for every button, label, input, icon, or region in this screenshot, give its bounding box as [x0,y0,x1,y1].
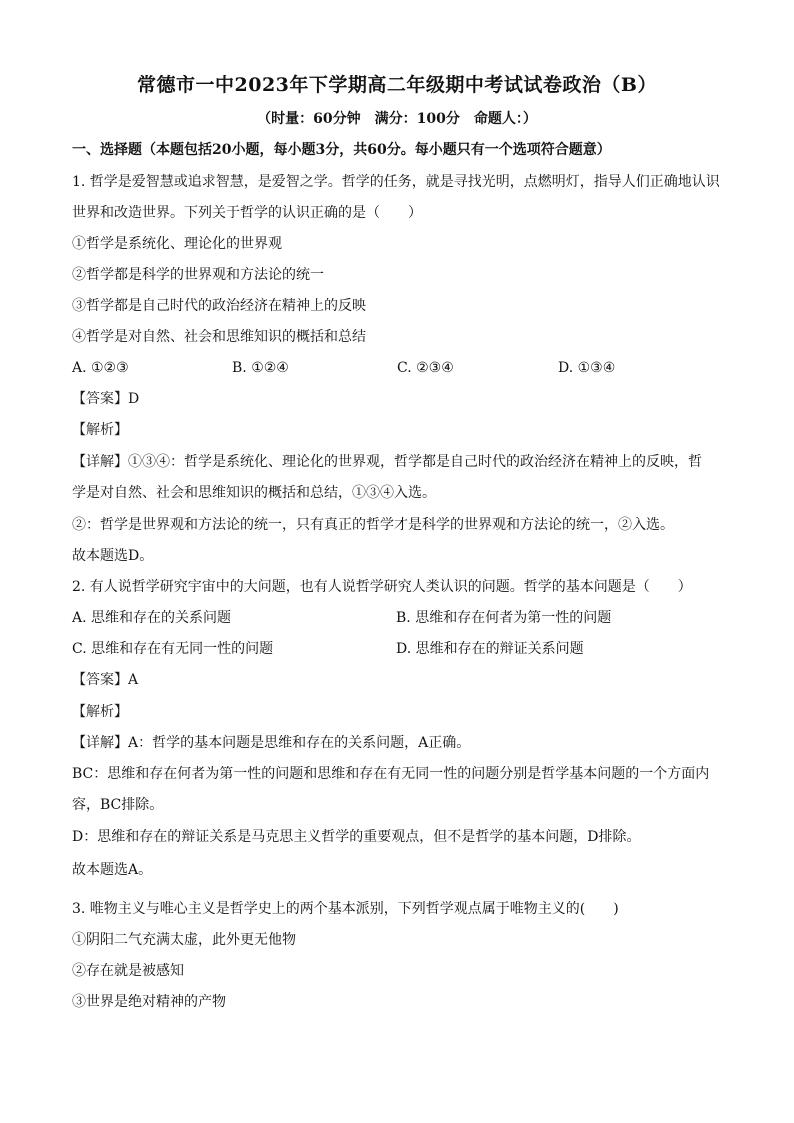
q3-stem: 3. 唯物主义与唯心主义是哲学史上的两个基本派别，下列哲学观点属于唯物主义的( ) [72,901,619,917]
exam-title: 常德市一中2023年下学期高二年级期中考试试卷政治（B） [137,74,657,96]
q2-options-row1 [72,608,722,628]
q2-detail-line1: 【详解】A：哲学的基本问题是思维和存在的关系问题，A正确。 [72,735,471,751]
exam-meta: （时量：60分钟 满分：100分 命题人：） [257,111,537,127]
q2-option-d: D. 思维和存在的辩证关系问题 [396,641,584,657]
q1-detail-line2: 学是对自然、社会和思维知识的概括和总结，①③④入选。 [72,485,436,501]
section-heading: 一、选择题（本题包括20小题，每小题3分，共60分。每小题只有一个选项符合题意） [72,142,611,158]
q2-stem: 2. 有人说哲学研究宇宙中的大问题，也有人说哲学研究人类认识的问题。哲学的基本问题是（ ） [72,579,692,595]
q1-detail-line1: 【详解】①③④：哲学是系统化、理论化的世界观，哲学都是自己时代的政治经济在精神上的反映，哲 [72,454,702,470]
q2-detail-line3: 容，BC排除。 [72,797,164,813]
q1-option-b: B. ①②④ [232,360,289,376]
q1-options [72,358,722,378]
q1-item-1: ①哲学是系统化、理论化的世界观 [72,236,282,252]
q2-detail-line4: D：思维和存在的辩证关系是马克思主义哲学的重要观点，但不是哲学的基本问题，D排除。 [72,829,641,845]
q1-stem-line1: 1. 哲学是爱智慧或追求智慧，是爱智之学。哲学的任务，就是寻找光明，点燃明灯，指导人们正确地认识 [72,174,720,190]
q1-conclusion: 故本题选D。 [72,548,154,564]
q2-detail-line2: BC：思维和存在何者为第一性的问题和思维和存在有无同一性的问题分别是哲学基本问题的一个方面内 [72,766,710,782]
q3-item-2: ②存在就是被感知 [72,963,184,979]
q1-item-3: ③哲学都是自己时代的政治经济在精神上的反映 [72,298,366,314]
q1-analysis-label: 【解析】 [72,422,128,438]
q1-option-d: D. ①③④ [558,360,616,376]
q2-answer: 【答案】A [72,672,139,688]
q1-item-2: ②哲学都是科学的世界观和方法论的统一 [72,267,324,283]
q1-detail-line3: ②：哲学是世界观和方法论的统一，只有真正的哲学才是科学的世界观和方法论的统一，②入选。 [72,517,674,533]
q1-item-4: ④哲学是对自然、社会和思维知识的概括和总结 [72,329,366,345]
q2-options-row2 [72,639,722,659]
q1-stem-line2: 世界和改造世界。下列关于哲学的认识正确的是（ ） [72,205,422,221]
q1-option-a: A. ①②③ [72,360,129,376]
q3-item-1: ①阴阳二气充满太虚，此外更无他物 [72,932,296,948]
q2-option-b: B. 思维和存在何者为第一性的问题 [396,610,612,626]
q2-option-c: C. 思维和存在有无同一性的问题 [72,641,274,657]
q1-answer: 【答案】D [72,391,140,407]
q3-item-3: ③世界是绝对精神的产物 [72,994,226,1010]
q2-option-a: A. 思维和存在的关系问题 [72,610,232,626]
q1-option-c: C. ②③④ [397,360,454,376]
q2-conclusion: 故本题选A。 [72,862,153,878]
q2-analysis-label: 【解析】 [72,704,128,720]
